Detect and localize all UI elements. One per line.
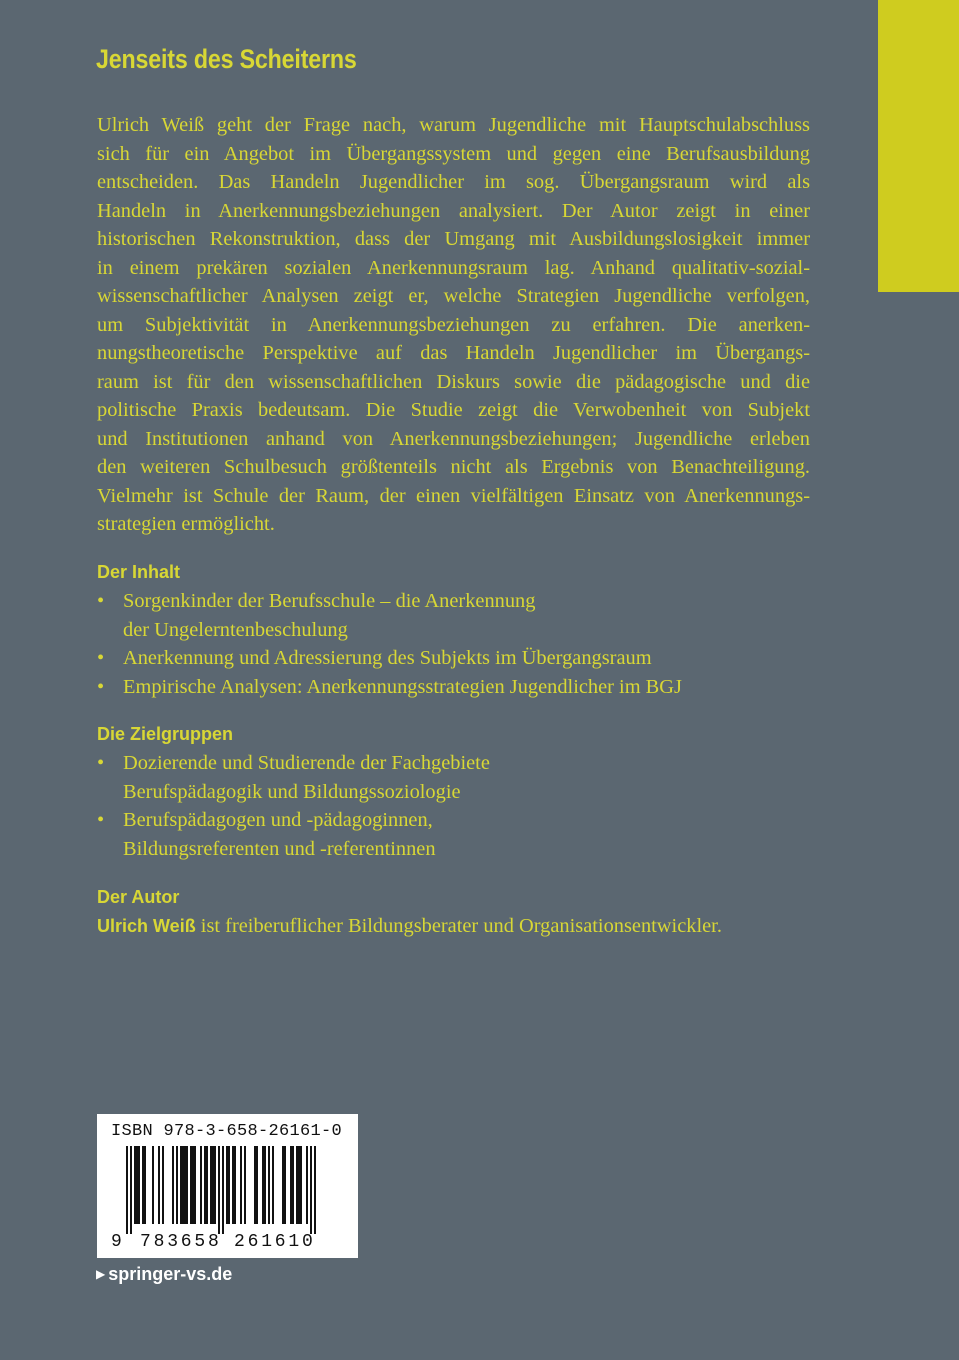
bullet-icon: • xyxy=(97,590,105,612)
list-item-line: Berufspädagogen und -pädagoginnen, xyxy=(123,809,433,831)
barcode-bar xyxy=(292,1146,294,1224)
blurb-line: in einem prekären sozialen Anerkennungsraum lag. Anhand qualitativ-sozial- xyxy=(97,256,810,279)
barcode-bar xyxy=(190,1146,192,1224)
bullet-icon: • xyxy=(97,809,105,831)
publisher-link-text: springer-vs.de xyxy=(108,1264,233,1284)
publisher-link[interactable] xyxy=(96,1264,232,1285)
barcode-bar xyxy=(138,1146,140,1224)
barcode-bar xyxy=(130,1146,132,1234)
blurb-line: historischen Rekonstruktion, dass der Umgang mit Ausbildungslosigkeit immer xyxy=(97,228,810,250)
barcode-bar xyxy=(204,1146,206,1224)
inhalt-heading: Der Inhalt xyxy=(97,562,181,582)
barcode-bar xyxy=(194,1146,196,1224)
barcode-bar xyxy=(314,1146,316,1234)
list-item xyxy=(97,587,682,644)
barcode-bar xyxy=(262,1146,264,1224)
barcode-bar xyxy=(256,1146,258,1224)
barcode-bar xyxy=(218,1146,220,1234)
barcode-bar xyxy=(300,1146,302,1224)
barcode-bar xyxy=(184,1146,186,1224)
blurb-line: politische Praxis bedeutsam. Die Studie zeigt die Verwobenheit von Subjekt xyxy=(97,399,810,421)
barcode-first-digit: 9 xyxy=(111,1232,122,1252)
play-arrow-icon: ▶ xyxy=(96,1267,106,1281)
author-bio-text: ist freiberuflicher Bildungsberater und Organisationsentwickler. xyxy=(195,915,722,937)
isbn-barcode xyxy=(97,1114,358,1258)
list-item xyxy=(97,806,490,863)
book-title: Jenseits des Scheiterns xyxy=(96,44,357,74)
bullet-icon: • xyxy=(97,752,105,774)
barcode-bar xyxy=(186,1146,188,1224)
accent-color-bar xyxy=(878,0,959,292)
list-item xyxy=(97,749,490,806)
bullet-icon: • xyxy=(97,675,105,698)
author-bio xyxy=(97,912,722,941)
barcode-bar xyxy=(172,1146,174,1224)
barcode-bar xyxy=(206,1146,208,1224)
barcode-bar xyxy=(298,1146,300,1224)
barcode-bar xyxy=(240,1146,242,1224)
barcode-bar xyxy=(226,1146,228,1224)
list-item-line: Dozierende und Studierende der Fachgebiete xyxy=(123,752,490,774)
barcode-left-digits: 783658 xyxy=(140,1232,222,1252)
blurb-line: wissenschaftlicher Analysen zeigt er, welche Strategien Jugendliche verfolgen, xyxy=(97,285,810,307)
barcode-bar xyxy=(126,1146,128,1234)
barcode-bar xyxy=(222,1146,224,1234)
blurb-line: Vielmehr ist Schule der Raum, der einen vielfältigen Einsatz von Anerkennungs- xyxy=(97,484,810,507)
barcode-bar xyxy=(244,1146,246,1224)
barcode-bar xyxy=(310,1146,312,1234)
barcode-bar xyxy=(152,1146,154,1224)
list-item xyxy=(97,673,682,702)
list-item-line: Berufspädagogik und Bildungssoziologie xyxy=(123,780,461,803)
barcode-bar xyxy=(158,1146,160,1224)
barcode-bar xyxy=(212,1146,214,1224)
blurb-line: raum ist für den wissenschaftlichen Diskurs sowie die pädagogische und die xyxy=(97,370,810,393)
barcode-bar xyxy=(232,1146,234,1224)
barcode-bar xyxy=(180,1146,182,1224)
blurb-line: sich für ein Angebot im Übergangssystem und gegen eine Berufsausbildung xyxy=(97,142,810,165)
blurb-line: Ulrich Weiß geht der Frage nach, warum Jugendliche mit Hauptschulabschluss xyxy=(97,114,810,136)
list-item xyxy=(97,644,682,673)
list-item-line: Bildungsreferenten und -referentinnen xyxy=(123,837,436,860)
autor-heading: Der Autor xyxy=(97,887,180,907)
barcode-bar xyxy=(272,1146,274,1224)
barcode-bar xyxy=(182,1146,184,1224)
blurb-line: nungstheoretische Perspektive auf das Handeln Jugendlicher im Übergangs- xyxy=(97,342,810,364)
author-name: Ulrich Weiß xyxy=(97,916,196,936)
barcode-right-digits: 261610 xyxy=(234,1232,316,1252)
barcode-bar xyxy=(296,1146,298,1224)
barcode-bar xyxy=(234,1146,236,1224)
list-item-line: Anerkennung und Adressierung des Subjekts im Übergangsraum xyxy=(123,647,652,669)
barcode-bar xyxy=(264,1146,266,1224)
barcode-bar xyxy=(144,1146,146,1224)
list-item-line: Sorgenkinder der Berufsschule – die Anerkennung xyxy=(123,590,536,612)
barcode-bar xyxy=(306,1146,308,1224)
barcode-bar xyxy=(162,1146,164,1224)
barcode-bar xyxy=(284,1146,286,1224)
blurb-line: entscheiden. Das Handeln Jugendlicher im sog. Übergangsraum wird als xyxy=(97,171,810,193)
list-item-line: Empirische Analysen: Anerkennungsstrategien Jugendlicher im BGJ xyxy=(123,675,682,698)
barcode-bar xyxy=(142,1146,144,1224)
inhalt-list xyxy=(97,587,682,701)
barcode-bar xyxy=(192,1146,194,1224)
blurb-line: und Institutionen anhand von Anerkennungsbeziehungen; Jugendliche erleben xyxy=(97,427,810,450)
blurb-line: strategien ermöglicht. xyxy=(97,513,275,535)
blurb-line: den weiteren Schulbesuch größtenteils nicht als Ergebnis von Benachteiligung. xyxy=(97,456,810,478)
barcode-bar xyxy=(268,1146,270,1224)
barcode-bar xyxy=(210,1146,212,1224)
barcode-bar xyxy=(200,1146,202,1224)
barcode-bar xyxy=(136,1146,138,1224)
zielgruppen-list xyxy=(97,749,490,863)
bullet-icon: • xyxy=(97,647,105,669)
barcode-bar xyxy=(214,1146,216,1224)
book-blurb xyxy=(97,111,810,539)
list-item-line: der Ungelerntenbeschulung xyxy=(123,618,348,641)
zielgruppen-heading: Die Zielgruppen xyxy=(97,724,234,744)
barcode-bar xyxy=(282,1146,284,1224)
blurb-line: um Subjektivität in Anerkennungsbeziehungen zu erfahren. Die anerken- xyxy=(97,313,810,336)
barcode-bar xyxy=(290,1146,292,1224)
isbn-number: ISBN 978-3-658-26161-0 xyxy=(111,1122,343,1141)
barcode-bar xyxy=(254,1146,256,1224)
barcode-bar xyxy=(176,1146,178,1224)
blurb-line: Handeln in Anerkennungsbeziehungen analysiert. Der Autor zeigt in einer xyxy=(97,199,810,222)
barcode-bar xyxy=(228,1146,230,1224)
barcode-bar xyxy=(134,1146,136,1224)
